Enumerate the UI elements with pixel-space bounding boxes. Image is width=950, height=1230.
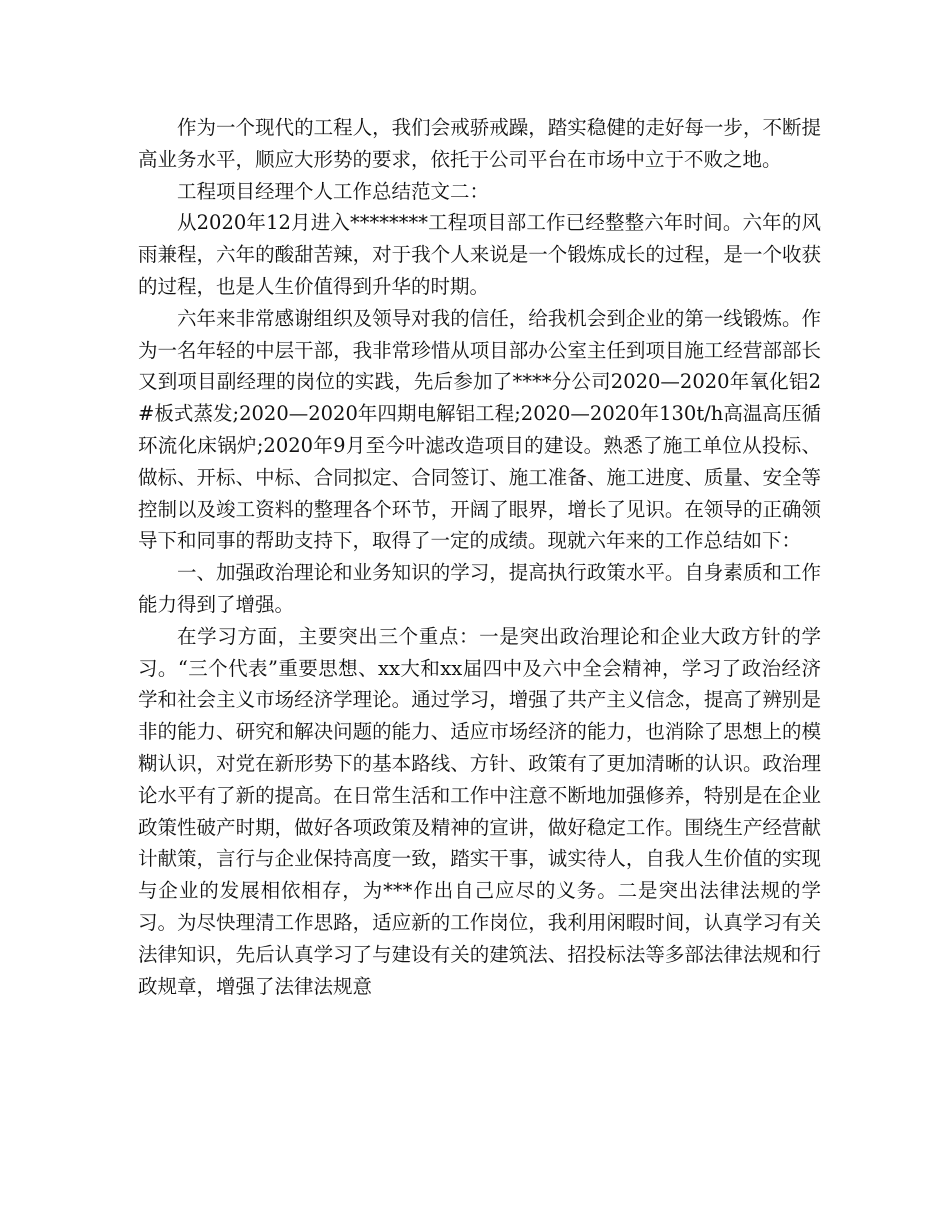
paragraph-experience: 六年来非常感谢组织及领导对我的信任，给我机会到企业的第一线锻炼。作为一名年轻的中层干部，我非常珍惜从项目部办公室主任到项目施工经营部部长又到项目副经理的岗位的实践，先后参加了****分公司2020—2020年氧化铝2#板式蒸发;2020—2020年四期电解铝工程;2020—2020年130t/h高温高压循环流化床锅炉;2020年9月至今叶滤改造项目的建设。熟悉了施工单位从投标、做标、开标、中标、合同拟定、合同签订、施工准备、施工进度、质量、安全等控制以及竣工资料的整理各个环节，开阔了眼界，增长了见识。在领导的正确领导下和同事的帮助支持下，取得了一定的成绩。现就六年来的工作总结如下： [138, 306, 821, 553]
document-body [138, 112, 821, 1002]
paragraph-study: 在学习方面，主要突出三个重点：一是突出政治理论和企业大政方针的学习。“三个代表”重要思想、xx大和xx届四中及六中全会精神，学习了政治经济学和社会主义市场经济学理论。通过学习，增强了共产主义信念，提高了辨别是非的能力、研究和解决问题的能力、适应市场经济的能力，也消除了思想上的模糊认识，对党在新形势下的基本路线、方针、政策有了更加清晰的认识。政治理论水平有了新的提高。在日常生活和工作中注意不断地加强修养，特别是在企业政策性破产时期，做好各项政策及精神的宣讲，做好稳定工作。围绕生产经营献计献策，言行与企业保持高度一致，踏实干事，诚实待人，自我人生价值的实现与企业的发展相依相存，为***作出自己应尽的义务。二是突出法律法规的学习。为尽快理清工作思路，适应新的工作岗位，我利用闲暇时间，认真学习有关法律知识，先后认真学习了与建设有关的建筑法、招投标法等多部法律法规和行政规章，增强了法律法规意 [138, 624, 821, 998]
paragraph-closing-statement: 作为一个现代的工程人，我们会戒骄戒躁，踏实稳健的走好每一步，不断提高业务水平，顺应大形势的要求，依托于公司平台在市场中立于不败之地。 [138, 116, 821, 171]
paragraph-intro: 从2020年12月进入********工程项目部工作已经整整六年时间。六年的风雨兼程，六年的酸甜苦辣，对于我个人来说是一个锻炼成长的过程，是一个收获的过程，也是人生价值得到升华的时期。 [138, 211, 821, 298]
paragraph-section-heading: 工程项目经理个人工作总结范文二： [177, 179, 490, 203]
paragraph-point-one: 一、加强政治理论和业务知识的学习，提高执行政策水平。自身素质和工作能力得到了增强。 [138, 561, 821, 616]
